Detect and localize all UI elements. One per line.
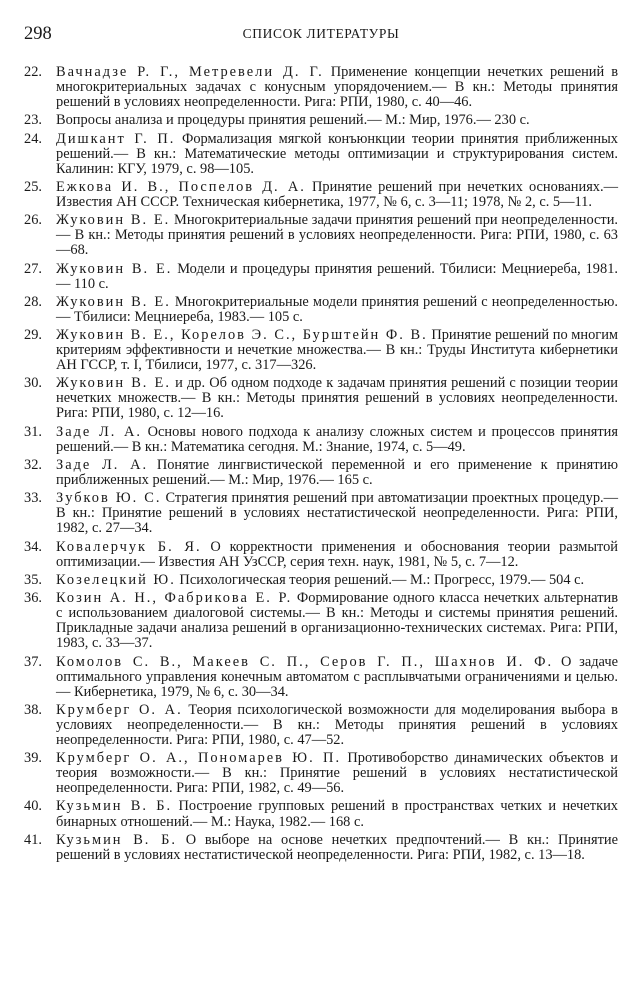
reference-text: Многокритериальные задачи принятия решений при неопределенности.— В кн.: Методы принятия решений в условиях неопределенности. Рига: РПИ, 1980, с. 63—68. (56, 212, 618, 259)
reference-number: 34. (24, 538, 42, 555)
reference-text: Основы нового подхода к анализу сложных систем и процессов принятия решений.— В кн.: Математика сегодня. М.: Знание, 1974, с. 5—49. (56, 423, 618, 455)
reference-text: О выборе на основе нечетких предпочтений.— В кн.: Принятие решений в условиях нестатистической неопределенности. Рига: РПИ, 1982, с. 13—18. (56, 831, 618, 863)
reference-authors: Дишкант Г. П. (56, 130, 176, 147)
reference-text: Понятие лингвистической переменной и его применение к принятию приближенных решений.— М.: Мир, 1976.— 165 с. (56, 457, 618, 489)
reference-text: Применение концепции нечетких решений в многокритериальных задачах с конусным упорядочением.— В кн.: Методы принятия решений в условиях неопределенности. Рига: РПИ, 1980, с. 40—46. (56, 64, 618, 111)
reference-text: Вопросы анализа и процедуры принятия решений.— М.: Мир, 1976.— 230 с. (56, 112, 530, 129)
reference-authors: Жуковин В. Е. (56, 375, 171, 392)
reference-item (24, 458, 618, 488)
reference-item (24, 113, 618, 128)
reference-authors: Заде Л. А. (56, 423, 142, 440)
reference-authors: Кузьмин В. Б. (56, 798, 173, 815)
reference-text: Построение групповых решений в пространствах четких и нечетких бинарных отношений.— М.: Наука, 1982.— 168 с. (56, 798, 618, 830)
reference-number: 26. (24, 212, 42, 229)
reference-text: О корректности применения и обоснования теории размытой оптимизации.— Известия АН УзССР, серия техн. наук, 1981, № 5, с. 7—12. (56, 538, 618, 570)
reference-item (24, 751, 618, 796)
reference-item (24, 376, 618, 421)
reference-item (24, 425, 618, 455)
reference-number: 35. (24, 571, 42, 588)
reference-authors: Жуковин В. Е. (56, 293, 171, 310)
reference-number: 29. (24, 327, 42, 344)
reference-number: 30. (24, 375, 42, 392)
reference-item (24, 65, 618, 110)
reference-item (24, 328, 618, 373)
reference-text: Теория психологической возможности для моделирования выбора в условиях неопределенности.— В кн.: Методы принятия решений в условиях неопределенности. Рига: РПИ, 1980, с. 47—52. (56, 701, 618, 748)
reference-number: 24. (24, 130, 42, 147)
reference-list (24, 65, 618, 866)
reference-authors: Заде Л. А. (56, 457, 149, 473)
reference-number: 33. (24, 490, 42, 507)
reference-item (24, 655, 618, 700)
reference-item (24, 262, 618, 292)
reference-authors: Вачнадзе Р. Г., Метревели Д. Г. (56, 64, 324, 80)
reference-item (24, 213, 618, 258)
reference-text: Формирование одного класса нечетких альтернатив с использованием диалоговой системы.— В кн.: Методы и системы принятия решений. Прикладные задачи анализа решений в организационно-технических системах. Рига: РПИ, 1983, с. 33—37. (56, 590, 618, 652)
reference-authors: Козин А. Н., Фабрикова Е. Р. (56, 590, 293, 607)
reference-item (24, 491, 618, 536)
reference-number: 22. (24, 64, 42, 80)
reference-number: 41. (24, 831, 42, 848)
reference-authors: Козелецкий Ю. (56, 571, 176, 588)
reference-item (24, 540, 618, 570)
reference-number: 28. (24, 293, 42, 310)
reference-text: Противоборство динамических объектов и теория возможности.— В кн.: Принятие решений в условиях нестатистической неопределенности. Рига: РПИ, 1982, с. 49—56. (56, 750, 618, 797)
reference-authors: Ежкова И. В., Поспелов Д. А. (56, 178, 306, 195)
reference-number: 25. (24, 178, 42, 195)
reference-text: и др. Об одном подходе к задачам принятия решений с позиции теории нечетких множеств.— В кн.: Методы принятия решений в условиях неопределенности. Рига: РПИ, 1980, с. 12—16. (56, 375, 618, 422)
reference-number: 40. (24, 798, 42, 815)
reference-text: Стратегия принятия решений при автоматизации проектных процедур.— В кн.: Принятие решений в условиях нестатистической неопределенности. Рига: РПИ, 1982, с. 27—34. (56, 490, 618, 537)
reference-number: 39. (24, 750, 42, 767)
reference-text: Формализация мягкой конъюнкции теории принятия приближенных решений.— В кн.: Математические методы оптимизации и структурирования систем. Калинин: КГУ, 1979, с. 98—105. (56, 130, 618, 177)
reference-number: 37. (24, 653, 42, 670)
reference-item (24, 132, 618, 177)
reference-authors: Кузьмин В. Б. (56, 831, 177, 848)
reference-number: 31. (24, 423, 42, 440)
reference-item (24, 799, 618, 829)
reference-text: Принятие решений при нечетких основаниях.— Известия АН СССР. Техническая кибернетика, 1977, № 6, с. 3—11; 1978, № 2, с. 5—11. (56, 178, 618, 210)
reference-item (24, 180, 618, 210)
reference-item (24, 833, 618, 863)
reference-authors: Зубков Ю. С. (56, 490, 162, 507)
running-title: СПИСОК ЛИТЕРАТУРЫ (242, 26, 400, 41)
reference-item (24, 703, 618, 748)
reference-number: 32. (24, 457, 42, 473)
reference-number: 38. (24, 701, 42, 718)
reference-item (24, 591, 618, 651)
reference-text: О задаче оптимального управления конечным автоматом с расплывчатыми ограничениями и целью.— Кибернетика, 1979, № 6, с. 30—34. (56, 653, 618, 700)
reference-authors: Комолов С. В., Макеев С. П., Серов Г. П., Шахнов И. Ф. (56, 653, 554, 670)
reference-item (24, 573, 618, 588)
reference-number: 36. (24, 590, 42, 607)
reference-authors: Жуковин В. Е. (56, 212, 171, 229)
reference-authors: Крумберг О. А., Пономарев Ю. П. (56, 750, 342, 767)
reference-authors: Жуковин В. Е. (56, 260, 173, 277)
reference-text: Принятие решений по многим критериям эффективности и нечеткие множества.— В кн.: Труды Института кибернетики АН ГССР, т. I, Тбилиси, 1977, с. 317—326. (56, 327, 618, 374)
reference-text: Психологическая теория решений.— М.: Прогресс, 1979.— 504 с. (179, 571, 585, 588)
page-number: 298 (24, 24, 52, 44)
reference-authors: Крумберг О. А. (56, 701, 183, 718)
page-header (24, 24, 618, 46)
reference-text: Модели и процедуры принятия решений. Тбилиси: Мецниереба, 1981.— 110 с. (56, 260, 618, 292)
reference-number: 23. (24, 112, 42, 129)
reference-item (24, 295, 618, 325)
reference-authors: Жуковин В. Е., Корелов Э. С., Бурштейн Ф. В. (56, 327, 428, 344)
reference-number: 27. (24, 260, 42, 277)
reference-authors: Ковалерчук Б. Я. (56, 538, 202, 555)
reference-text: Многокритериальные модели принятия решений с неопределенностью.— Тбилиси: Мецниереба, 1983.— 105 с. (56, 293, 618, 325)
